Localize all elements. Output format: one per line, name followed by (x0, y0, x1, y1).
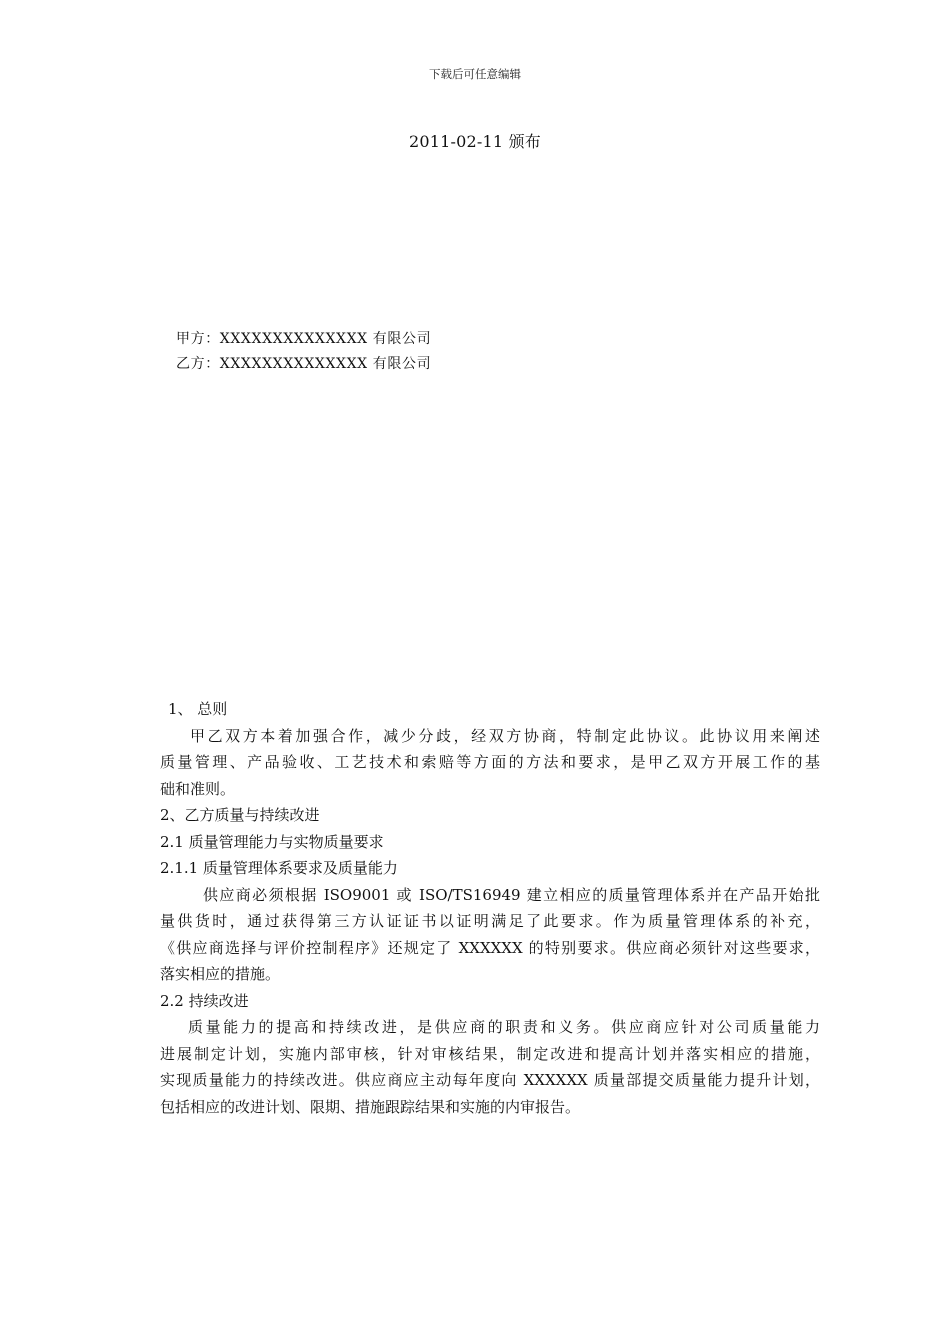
section-2-1-1-paragraph-line: 量供货时，通过获得第三方认证证书以证明满足了此要求。作为质量管理体系的补充， (160, 912, 820, 930)
agreement-body (160, 696, 820, 1120)
section-2-1-1-paragraph-line: 供应商必须根据 ISO9001 或 ISO/TS16949 建立相应的质量管理体系并在产品开始批 (203, 885, 820, 904)
section-1-paragraph-line: 甲乙双方本着加强合作，减少分歧，经双方协商，特制定此协议。此协议用来阐述 (190, 726, 820, 745)
party-b: 乙方：XXXXXXXXXXXXXX 有限公司 (176, 356, 432, 372)
section-1-heading: 1、 总则 (168, 700, 228, 718)
section-2-2-paragraph-line: 实现质量能力的持续改进。供应商应主动每年度向 XXXXXX 质量部提交质量能力提升计划， (160, 1071, 820, 1089)
section-2-1-1-paragraph-line: 落实相应的措施。 (160, 965, 281, 983)
party-a: 甲方：XXXXXXXXXXXXXX 有限公司 (176, 331, 432, 347)
section-2-1-1-paragraph-line: 《供应商选择与评价控制程序》还规定了 XXXXXX 的特别要求。供应商必须针对这些要求， (160, 938, 820, 957)
header-note: 下载后可任意编辑 (429, 67, 521, 81)
section-2-2-heading: 2.2 持续改进 (160, 991, 249, 1010)
parties-block (176, 327, 431, 377)
section-1-paragraph-line: 础和准则。 (160, 779, 236, 798)
section-1-paragraph-line: 质量管理、产品验收、工艺技术和索赔等方面的方法和要求，是甲乙双方开展工作的基 (160, 753, 820, 771)
issue-date: 2011-02-11 颁布 (409, 132, 541, 151)
section-2-1-heading: 2.1 质量管理能力与实物质量要求 (160, 832, 384, 851)
section-2-2-paragraph-line: 进展制定计划，实施内部审核，针对审核结果，制定改进和提高计划并落实相应的措施， (160, 1044, 820, 1063)
section-2-heading: 2、乙方质量与持续改进 (160, 806, 320, 824)
section-2-2-paragraph-line: 包括相应的改进计划、限期、措施跟踪结果和实施的内审报告。 (160, 1097, 581, 1116)
section-2-2-paragraph-line: 质量能力的提高和持续改进，是供应商的职责和义务。供应商应针对公司质量能力 (188, 1018, 820, 1036)
section-2-1-1-heading: 2.1.1 质量管理体系要求及质量能力 (160, 859, 398, 877)
